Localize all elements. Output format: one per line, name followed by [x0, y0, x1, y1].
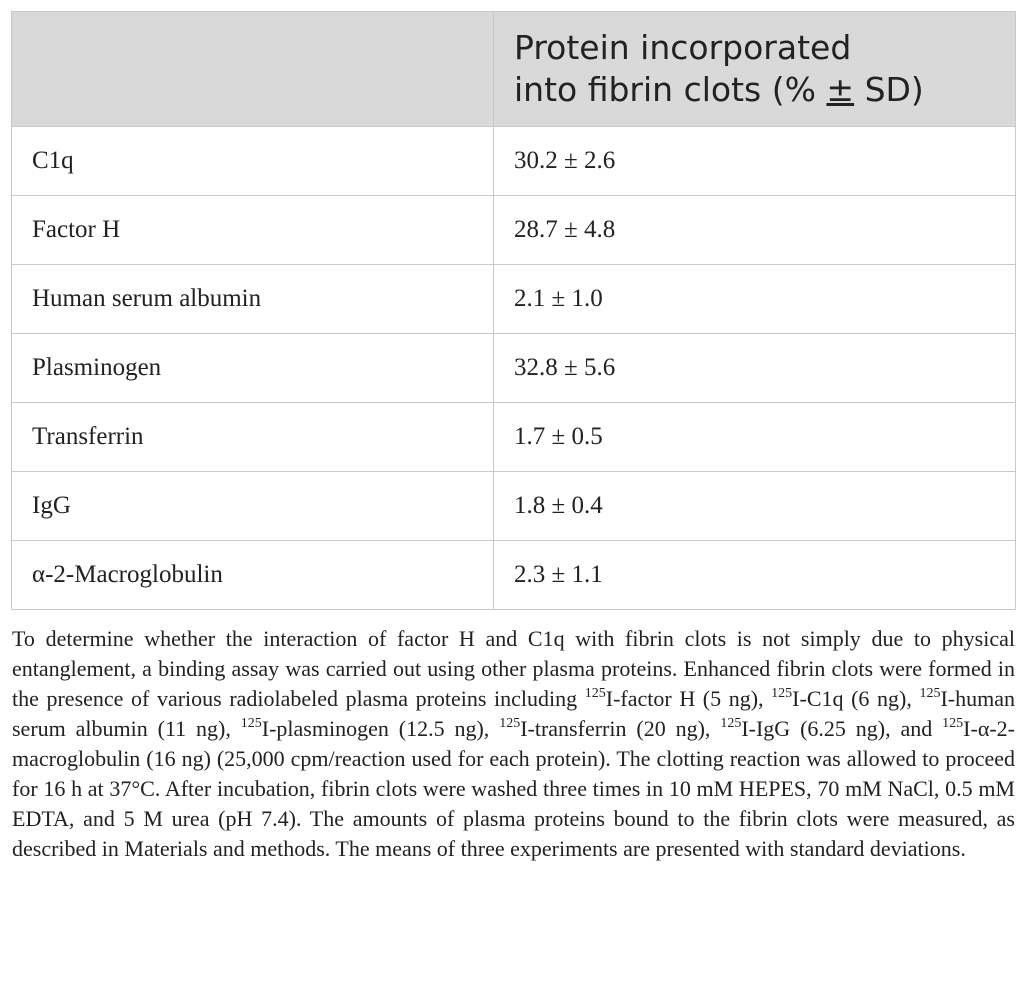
- incorporation-value: 30.2 ± 2.6: [494, 127, 1016, 196]
- table-footnote: [12, 624, 1015, 864]
- incorporation-value: 2.1 ± 1.0: [494, 265, 1016, 334]
- header-incorporated: [494, 12, 1016, 127]
- table-row: [12, 127, 1016, 196]
- table-row: [12, 472, 1016, 541]
- table-header-row: [12, 12, 1016, 127]
- incorporation-value: 1.8 ± 0.4: [494, 472, 1016, 541]
- isotope-superscript: 125: [240, 716, 262, 731]
- header-line-2-prefix: into fibrin clots (%: [514, 70, 827, 109]
- table-row: [12, 403, 1016, 472]
- header-protein: [12, 12, 494, 127]
- incorporation-value: 28.7 ± 4.8: [494, 196, 1016, 265]
- isotope-superscript: 125: [499, 716, 521, 731]
- table-row: [12, 265, 1016, 334]
- plus-minus-symbol: ±: [826, 70, 855, 109]
- footnote-factor-h: I-factor H (5 ng),: [605, 686, 772, 711]
- footnote-albumin: I-human serum albumin (11 ng),: [12, 686, 1015, 741]
- footnote-c1q: I-C1q (6 ng),: [792, 686, 920, 711]
- header-line-2: [514, 69, 1015, 111]
- table-row: [12, 334, 1016, 403]
- incorporation-value: 1.7 ± 0.5: [494, 403, 1016, 472]
- table-row: [12, 541, 1016, 610]
- footnote-transferrin: I-transferrin (20 ng),: [520, 716, 721, 741]
- incorporation-value: 32.8 ± 5.6: [494, 334, 1016, 403]
- header-line-1: Protein incorporated: [514, 28, 852, 67]
- protein-name: C1q: [12, 127, 494, 196]
- isotope-superscript: 125: [584, 686, 606, 701]
- footnote-intro: To determine whether the interaction of factor H and C1q with fibrin clots is not simply due to physical entanglement, a binding assay was carried out using other plasma proteins. Enhanced fibrin clots were formed in the presence of various radiolabeled plasma proteins including: [12, 626, 1015, 711]
- table-row: [12, 196, 1016, 265]
- isotope-superscript: 125: [919, 686, 941, 701]
- protein-name: IgG: [12, 472, 494, 541]
- protein-name: Plasminogen: [12, 334, 494, 403]
- footnote-macroglobulin: I-α-2-macroglobulin (16 ng) (25,000 cpm/reaction used for each protein). The clotting reaction was allowed to proceed for 16 h at 37°C. After incubation, fibrin clots were washed three times in 10 mM HEPES, 70 mM NaCl, 0.5 mM EDTA, and 5 M urea (pH 7.4). The amounts of plasma proteins bound to the fibrin clots were measured, as described in Materials and methods. The means of three experiments are presented with standard deviations.: [12, 716, 1016, 861]
- protein-name: Factor H: [12, 196, 494, 265]
- protein-name: α-2-Macroglobulin: [12, 541, 494, 610]
- footnote-plasminogen: I-plasminogen (12.5 ng),: [261, 716, 500, 741]
- incorporation-value: 2.3 ± 1.1: [494, 541, 1016, 610]
- data-table: [11, 11, 1016, 610]
- isotope-superscript: 125: [720, 716, 742, 731]
- isotope-superscript: 125: [771, 686, 793, 701]
- isotope-superscript: 125: [942, 716, 964, 731]
- header-line-2-suffix: SD): [854, 70, 924, 109]
- footnote-igg: I-IgG (6.25 ng), and: [741, 716, 943, 741]
- protein-name: Human serum albumin: [12, 265, 494, 334]
- protein-name: Transferrin: [12, 403, 494, 472]
